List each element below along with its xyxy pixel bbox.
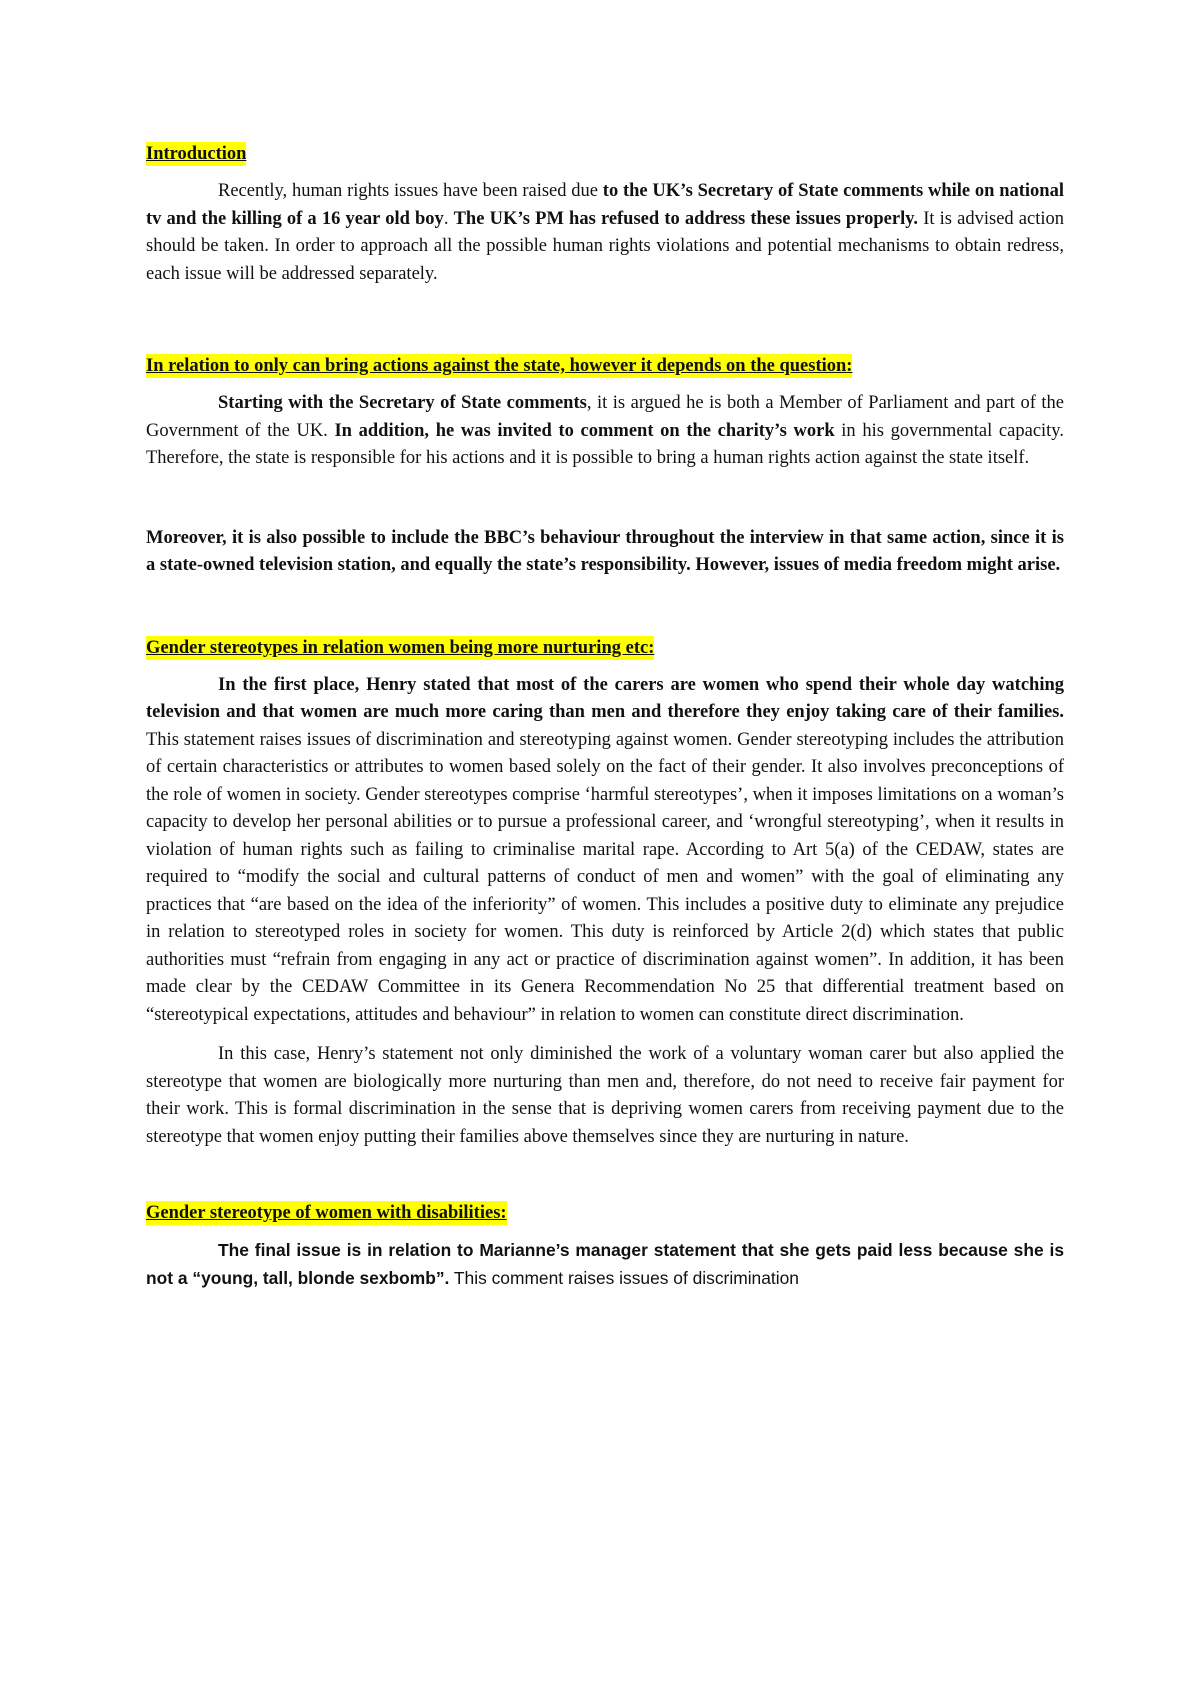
section-heading-disabilities: Gender stereotype of women with disabilities:: [146, 1203, 507, 1223]
intro-text-3: It is advised action should be taken. In order to approach all the possible human rights violations and potential mechanisms to obtain redress, each issue will be addressed separately.: [146, 208, 1064, 284]
gender-text-1: This statement raises issues of discrimination and stereotyping against women. Gender stereotyping includes the attribution of certain characteristics or attributes to women based solely on the fact of their gender. It also involves preconceptions of the role of women in society. Gender stereotypes comprise ‘harmful stereotypes’, when it imposes limitations on a woman’s capacity to develop her personal abilities or to pursue a professional career, and ‘wrongful stereotyping’, when it results in violation of human rights such as failing to criminalise marital rape. According to Art 5(a) of the CEDAW, states are required to “modify the social and cultural patterns of conduct of men and women” with the goal of eliminating any practices that “are based on the idea of the inferiority” of women. This includes a positive duty to eliminate any prejudice in relation to stereotyped roles in society for women. This duty is reinforced by Article 2(d) which states that public authorities must “refrain from engaging in any act or practice of discrimination against women”. In addition, it has been made clear by the CEDAW Committee in its Genera Recommendation No 25 that differential treatment based on “stereotypical expectations, attitudes and behaviour” in relation to women can constitute direct discrimination.: [146, 729, 1064, 1025]
intro-paragraph: [146, 178, 1064, 288]
document-page: [146, 142, 1064, 1292]
gender-bold-1: In the first place, Henry stated that most of the carers are women who spend their whole day watching television and that women are much more caring than men and therefore they enjoy taking care of their families.: [146, 674, 1064, 722]
section-heading-introduction: Introduction: [146, 144, 247, 164]
section-heading-gender-stereotypes: Gender stereotypes in relation women being more nurturing etc:: [146, 637, 655, 658]
state-paragraph-1: [146, 390, 1064, 473]
intro-text-1: Recently, human rights issues have been raised due: [218, 181, 603, 201]
state-text-1: , it is argued he is both a Member of Parliament and part of the Government of the UK.: [146, 393, 1065, 441]
intro-bold-1: to the UK’s Secretary of State comments while on national tv and the killing of a 16 year old boy: [146, 181, 1064, 229]
state-bold-1: Starting with the Secretary of State comments: [218, 393, 587, 413]
intro-bold-2: The UK’s PM has refused to address these issues properly.: [453, 208, 919, 229]
intro-text-2: .: [443, 208, 454, 229]
section-heading-state-actions: In relation to only can bring actions against the state, however it depends on the question:: [146, 356, 853, 376]
gender-paragraph-2: In this case, Henry’s statement not only diminished the work of a voluntary woman carer but also applied the stereotype that women are biologically more nurturing than men and, therefore, do not need to receive fair payment for their work. This is formal discrimination in the sense that is depriving women carers from receiving payment due to the stereotype that women enjoy putting their families above themselves since they are nurturing in nature.: [146, 1044, 1064, 1147]
state-bold-2: In addition, he was invited to comment on the charity’s work: [334, 420, 835, 441]
disabilities-text-1: This comment raises issues of discrimination: [449, 1267, 799, 1288]
gender-paragraph-1: [146, 672, 1064, 1030]
state-text-2: in his governmental capacity. Therefore, the state is responsible for his actions and it is possible to bring a human rights action against the state itself.: [146, 420, 1064, 468]
disabilities-paragraph-1: [146, 1237, 1064, 1292]
state-paragraph-2: Moreover, it is also possible to include the BBC’s behaviour throughout the interview in that same action, since it is a state-owned television station, and equally the state’s responsibility. However, issues of media freedom might arise.: [146, 527, 1064, 575]
disabilities-bold-1: The final issue is in relation to Marianne’s manager statement that she gets paid less because she is not a “young, tall, blonde sexbomb”.: [146, 1240, 1064, 1288]
